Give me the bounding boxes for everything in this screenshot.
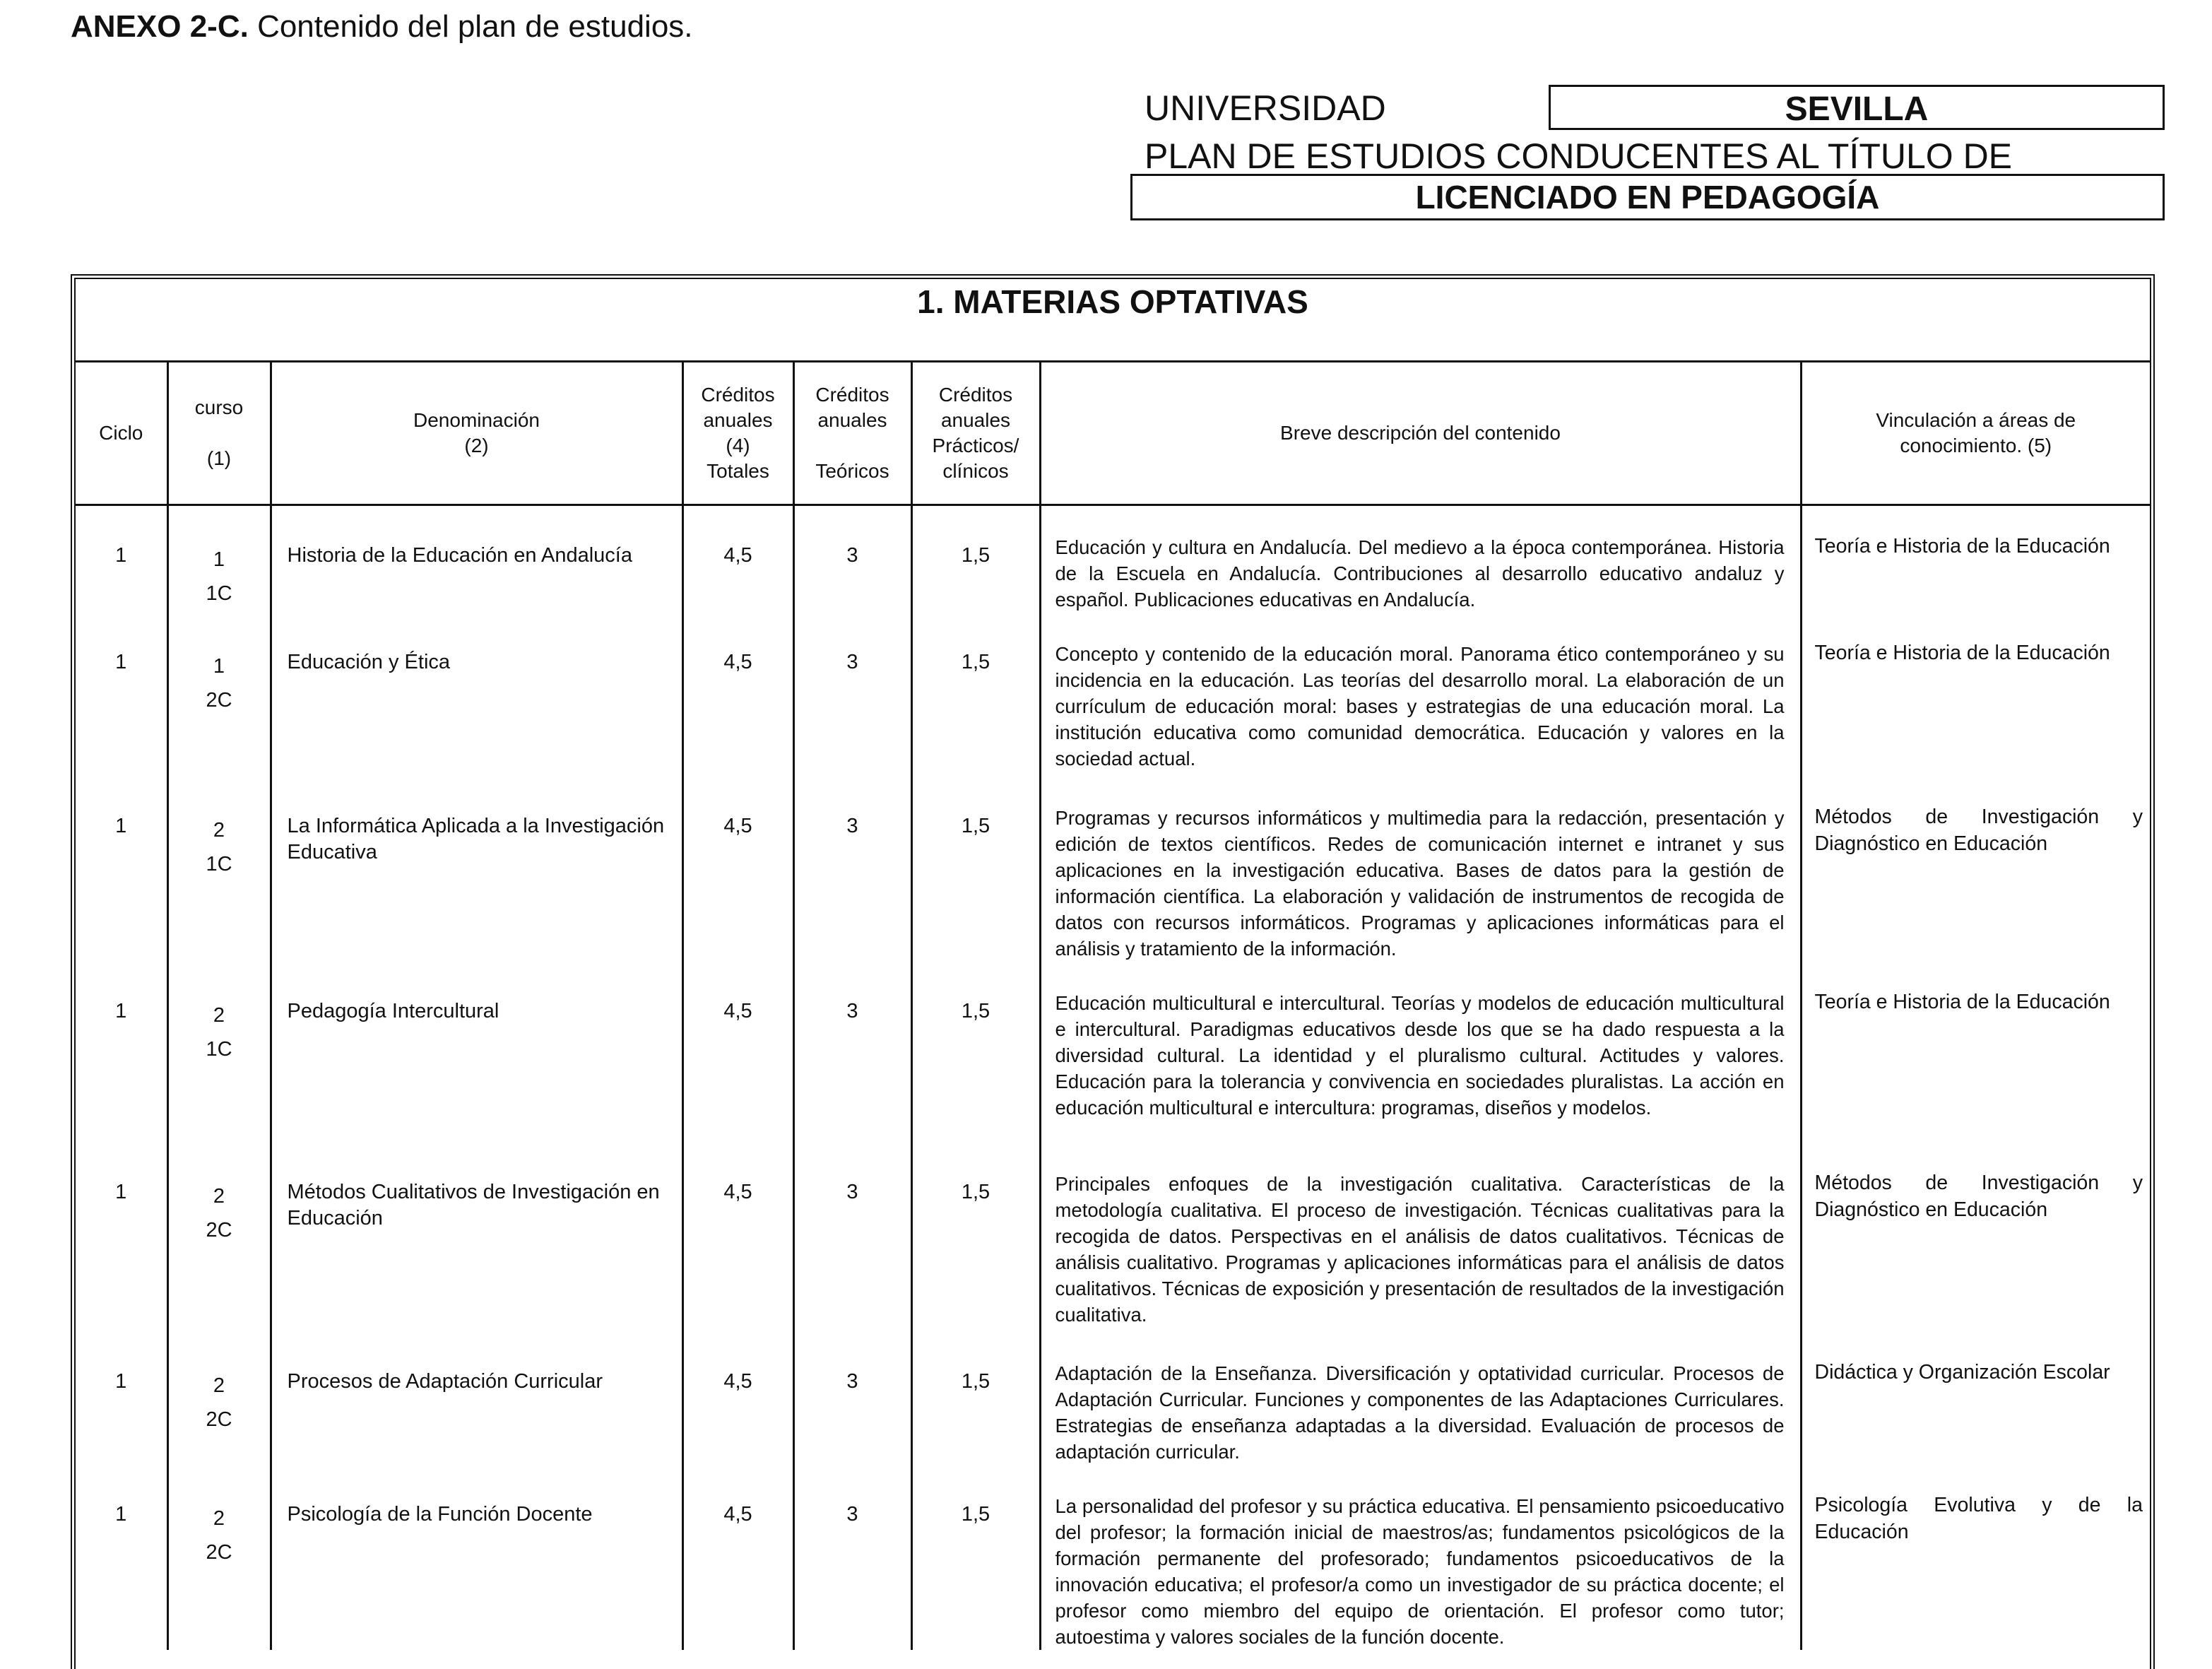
cell-creditos-teoricos: 3: [793, 613, 911, 777]
curso-value: 2: [213, 1004, 225, 1027]
col-ciclo: Ciclo: [76, 362, 167, 505]
universidad-value: SEVILLA: [1549, 85, 2165, 130]
col-vinculacion: Vinculación a áreas de conocimiento. (5): [1801, 362, 2150, 505]
curso-value: 1: [213, 655, 225, 678]
cell-creditos-totales: 4,5: [682, 1143, 793, 1332]
university-header: [1145, 85, 2169, 226]
curso-value: 2: [213, 1185, 225, 1208]
col-curso: curso (1): [167, 362, 271, 505]
cell-creditos-totales: 4,5: [682, 505, 793, 613]
table-row: [76, 505, 2150, 613]
cell-vinculacion: Psicología Evolutiva y de la Educación: [1801, 1465, 2150, 1650]
cell-vinculacion: Teoría e Historia de la Educación: [1801, 962, 2150, 1143]
cell-descripcion: Educación y cultura en Andalucía. Del medievo a la época contemporánea. Historia de la Escuela en Andalucía. Contribuciones al desarrollo educativo andaluz y español. Publicaciones educativas en Andalucía.: [1040, 505, 1801, 613]
cell-creditos-totales: 4,5: [682, 1465, 793, 1650]
annex-heading: [71, 6, 693, 48]
cell-denominacion: Procesos de Adaptación Curricular: [271, 1332, 682, 1465]
cell-curso: [167, 777, 271, 962]
semestre-value: 1C: [206, 853, 232, 875]
semestre-value: 2C: [206, 1219, 232, 1242]
cell-creditos-totales: 4,5: [682, 1332, 793, 1465]
cell-curso: [167, 1332, 271, 1465]
cell-descripcion: Principales enfoques de la investigación cualitativa. Características de la metodología cualitativa. El proceso de investigación. Técnicas cualitativas para la recogida de datos. Perspectivas en el análisis de datos cualitativos. Técnicas de análisis cualitativo. Programas y aplicaciones informáticas para el análisis de datos cualitativos. Técnicas de exposición y presentación de resultados de la investigación cualitativa.: [1040, 1143, 1801, 1332]
cell-creditos-practicos: 1,5: [911, 613, 1040, 777]
subjects-grid: [76, 362, 2150, 1650]
cell-creditos-practicos: 1,5: [911, 777, 1040, 962]
cell-ciclo: 1: [115, 1181, 127, 1203]
col-creditos-practicos: Créditos anuales Prácticos/ clínicos: [911, 362, 1040, 505]
degree-title: LICENCIADO EN PEDAGOGÍA: [1130, 174, 2165, 220]
table-row: [76, 1465, 2150, 1650]
cell-ciclo: 1: [115, 815, 127, 837]
cell-descripcion: Programas y recursos informáticos y multimedia para la redacción, presentación y edición de textos científicos. Redes de comunicación internet e intranet y sus aplicaciones en la investigación educativa. Bases de datos para la gestión de información científica. La elaboración y validación de instrumentos de recogida de datos con recursos informáticos. Programas y aplicaciones informáticas para el análisis y tratamiento de la información.: [1040, 777, 1801, 962]
cell-curso: [167, 1143, 271, 1332]
table-row: [76, 777, 2150, 962]
cell-denominacion: Métodos Cualitativos de Investigación en Educación: [271, 1143, 682, 1332]
cell-creditos-practicos: 1,5: [911, 505, 1040, 613]
cell-vinculacion: Teoría e Historia de la Educación: [1801, 613, 2150, 777]
col-creditos-totales: Créditos anuales (4) Totales: [682, 362, 793, 505]
cell-creditos-teoricos: 3: [793, 962, 911, 1143]
cell-vinculacion: Métodos de Investigación y Diagnóstico en Educación: [1801, 1143, 2150, 1332]
curso-value: 2: [213, 1507, 225, 1530]
col-descripcion: Breve descripción del contenido: [1040, 362, 1801, 505]
cell-creditos-totales: 4,5: [682, 962, 793, 1143]
cell-descripcion: La personalidad del profesor y su práctica educativa. El pensamiento psicoeducativo del profesor; la formación inicial de maestros/as; fundamentos psicológicos de la formación permanente del profesorado; fundamentos psicoeducativos de la innovación educativa; el profesor/a como un investigador de su práctica docente; el profesor como miembro del equipo de orientación. El profesor como tutor; autoestima y valores sociales de la función docente.: [1040, 1465, 1801, 1650]
cell-curso: [167, 962, 271, 1143]
annex-text: Contenido del plan de estudios.: [257, 9, 693, 44]
col-denominacion: Denominación (2): [271, 362, 682, 505]
cell-creditos-totales: 4,5: [682, 613, 793, 777]
table-row: [76, 962, 2150, 1143]
subjects-table: [71, 274, 2155, 1669]
cell-curso: [167, 613, 271, 777]
cell-denominacion: Pedagogía Intercultural: [271, 962, 682, 1143]
annex-prefix: ANEXO 2-C.: [71, 9, 249, 44]
curso-value: 2: [213, 1374, 225, 1397]
cell-curso: [167, 505, 271, 613]
cell-ciclo: 1: [115, 651, 127, 673]
universidad-label: UNIVERSIDAD: [1145, 88, 1386, 128]
cell-creditos-practicos: 1,5: [911, 962, 1040, 1143]
cell-denominacion: Psicología de la Función Docente: [271, 1465, 682, 1650]
cell-creditos-practicos: 1,5: [911, 1332, 1040, 1465]
plan-line: PLAN DE ESTUDIOS CONDUCENTES AL TÍTULO DE: [1145, 136, 2013, 176]
cell-creditos-practicos: 1,5: [911, 1143, 1040, 1332]
cell-ciclo: 1: [115, 1000, 127, 1022]
cell-creditos-teoricos: 3: [793, 777, 911, 962]
cell-ciclo: 1: [115, 544, 127, 567]
semestre-value: 2C: [206, 1408, 232, 1431]
cell-vinculacion: Didáctica y Organización Escolar: [1801, 1332, 2150, 1465]
cell-descripcion: Concepto y contenido de la educación moral. Panorama ético contemporáneo y su incidencia en la educación. Las teorías del desarrollo moral. La elaboración de un currículum de educación moral: bases y estrategias de una educación moral. La institución educativa como comunidad democrática. Educación y valores en la sociedad actual.: [1040, 613, 1801, 777]
curso-value: 1: [213, 548, 225, 571]
table-row: [76, 613, 2150, 777]
semestre-value: 2C: [206, 1541, 232, 1564]
semestre-value: 2C: [206, 689, 232, 712]
column-header-row: [76, 362, 2150, 505]
cell-creditos-totales: 4,5: [682, 777, 793, 962]
cell-vinculacion: Teoría e Historia de la Educación: [1801, 505, 2150, 613]
cell-creditos-teoricos: 3: [793, 1143, 911, 1332]
col-creditos-teoricos: Créditos anuales Teóricos: [793, 362, 911, 505]
cell-vinculacion: Métodos de Investigación y Diagnóstico en Educación: [1801, 777, 2150, 962]
cell-creditos-practicos: 1,5: [911, 1465, 1040, 1650]
section-title: 1. MATERIAS OPTATIVAS: [76, 279, 2150, 362]
cell-denominacion: La Informática Aplicada a la Investigación Educativa: [271, 777, 682, 962]
cell-creditos-teoricos: 3: [793, 1465, 911, 1650]
cell-denominacion: Educación y Ética: [271, 613, 682, 777]
cell-ciclo: 1: [115, 1370, 127, 1393]
table-row: [76, 1332, 2150, 1465]
curso-value: 2: [213, 819, 225, 842]
cell-ciclo: 1: [115, 1503, 127, 1526]
cell-descripcion: Educación multicultural e intercultural. Teorías y modelos de educación multicultural e intercultural. Paradigmas educativos desde los que se ha dado respuesta a la diversidad cultural. La identidad y el pluralismo cultural. Actitudes y valores. Educación para la tolerancia y convivencia en sociedades pluralistas. La acción en educación multicultural e intercultura: programas, diseños y modelos.: [1040, 962, 1801, 1143]
semestre-value: 1C: [206, 1038, 232, 1061]
cell-denominacion: Historia de la Educación en Andalucía: [271, 505, 682, 613]
cell-curso: [167, 1465, 271, 1650]
semestre-value: 1C: [206, 582, 232, 605]
cell-creditos-teoricos: 3: [793, 1332, 911, 1465]
cell-descripcion: Adaptación de la Enseñanza. Diversificación y optatividad curricular. Procesos de Adaptación Curricular. Funciones y componentes de las Adaptaciones Curriculares. Estrategias de enseñanza adaptadas a la diversidad. Evaluación de procesos de adaptación curricular.: [1040, 1332, 1801, 1465]
cell-creditos-teoricos: 3: [793, 505, 911, 613]
table-row: [76, 1143, 2150, 1332]
